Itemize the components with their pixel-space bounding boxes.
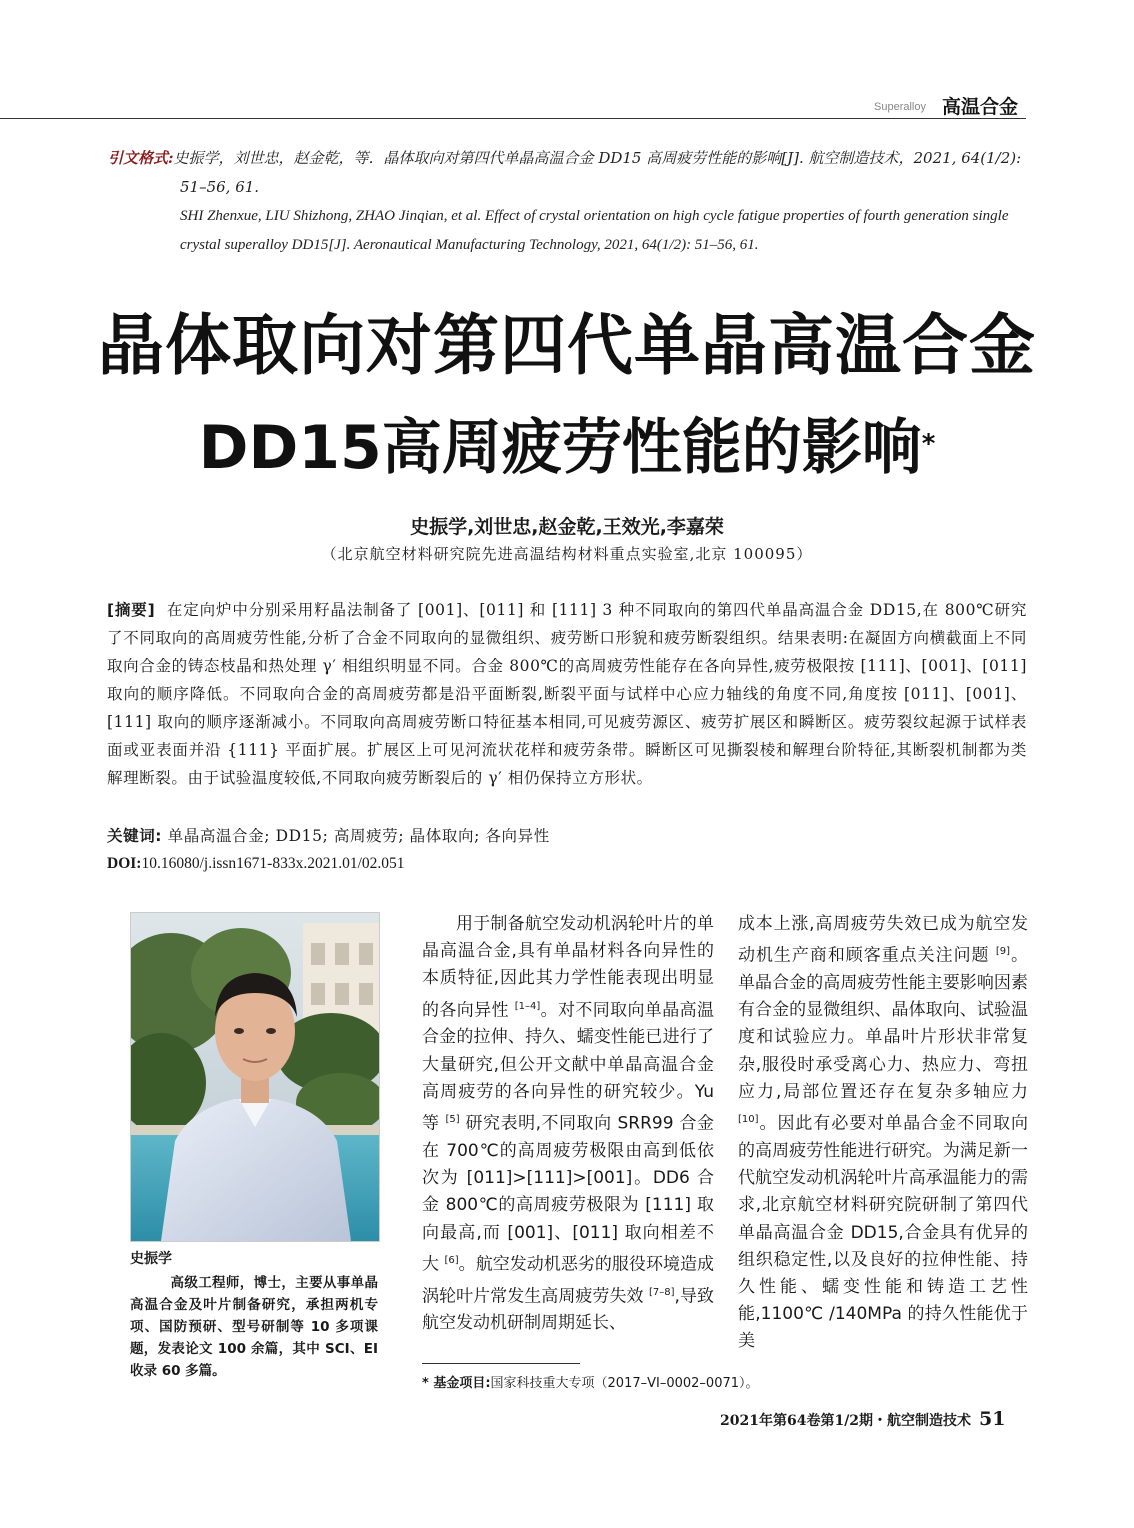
bio-text [130,1272,378,1382]
citation-cn: 史振学，刘世忠，赵金乾，等．晶体取向对第四代单晶高温合金 DD15 高周疲劳性能的影响[J]. 航空制造技术，2021, 64(1/2): 51–56, 61. [173,149,1022,196]
footer-journal: 2021年第64卷第1/2期・航空制造技术 [720,1413,972,1429]
citation-ref: [10] [738,1114,759,1126]
citation-en: SHI Zhenxue, LIU Shizhong, ZHAO Jinqian, et al. Effect of crystal orientation on high cycle fatigue properties of fourth generation single crystal superalloy DD15[J]. Aeronautical Manufacturing Technology, 2021, 64(1/2): 51–56, 61. [180,208,1009,253]
title-line-2-text: DD15高周疲劳性能的影响 [198,413,922,483]
doi [107,850,1027,878]
body-column-2 [738,911,1028,1356]
affiliation: （北京航空材料研究院先进高温结构材料重点实验室,北京 100095） [321,545,813,563]
page-number: 51 [979,1408,1006,1430]
author-photo [130,912,380,1242]
body-text: 。单晶合金的高周疲劳性能主要影响因素有合金的显微组织、晶体取向、试验温度和试验应力。单晶叶片形状非常复杂,服役时承受离心力、热应力、弯扭应力,局部位置还存在复杂多轴应力 [738,945,1029,1102]
header-rule [0,118,1026,119]
body-text: 。对不同取向单晶高温合金的拉伸、持久、蠕变性能已进行了大量研究,但公开文献中单晶高温合金高周疲劳的各向异性的研究较少。Yu 等 [422,1000,715,1134]
col1-paragraph [422,911,714,1338]
citation-ref: [5] [445,1114,460,1126]
keywords-text: 单晶高温合金; DD15; 高周疲劳; 晶体取向; 各向异性 [167,827,550,845]
citation-ref: [6] [444,1254,459,1266]
citation-ref: [1–4] [514,1000,541,1012]
authors: 史振学,刘世忠,赵金乾,王效光,李嘉荣 [410,516,724,538]
citation-block [108,144,1028,260]
footnote [422,1372,759,1391]
bio-text-content: 高级工程师，博士，主要从事单晶高温合金及叶片制备研究，承担两机专项、国防预研、型号研制等 10 多项课题，发表论文 100 余篇，其中 SCI、EI 收录 60 多篇。 [130,1275,379,1379]
section-label-en: Superalloy [874,101,926,113]
section-label-cn: 高温合金 [942,96,1019,118]
abstract-text: 在定向炉中分别采用籽晶法制备了 [001]、[011] 和 [111] 3 种不同取向的第四代单晶高温合金 DD15,在 800℃研究了不同取向的高周疲劳性能,分析了合金不同取向的显微组织、疲劳断口形貌和疲劳断裂组织。结果表明:在凝固方向横截面上不同取向合金的铸态枝晶和热处理 γ′ 相组织明显不同。合金 800℃的高周疲劳性能存在各向异性,疲劳极限按 [111]、[001]、[011] 取向的顺序降低。不同取向合金的高周疲劳都是沿平面断裂,断裂平面与试样中心应力轴线的角度不同,角度按 [011]、[001]、[111] 取向的顺序逐渐减小。不同取向高周疲劳断口特征基本相同,可见疲劳源区、疲劳扩展区和瞬断区。疲劳裂纹起源于试样表面或亚表面并沿 {111} 平面扩展。扩展区上可见河流状花样和疲劳条带。瞬断区可见撕裂棱和解理台阶特征,其断裂机制都为类解理断裂。由于试验温度较低,不同取向疲劳断裂后的 γ′ 相仍保持立方形状。 [107,601,1027,787]
title-line-1: 晶体取向对第四代单晶高温合金 [98,307,1036,384]
citation-label: 引文格式: [108,149,174,167]
title-footnote-mark: * [921,429,936,459]
footnote-text: 国家科技重大专项（2017–VI–0002–0071）。 [490,1376,759,1391]
bio-name: 史振学 [130,1251,172,1267]
body-text: 。因此有必要对单晶合金不同取向的高周疲劳性能进行研究。为满足新一代航空发动机涡轮叶片高承温能力的需求,北京航空材料研究院研制了第四代单晶高温合金 DD15,合金具有优异的组织稳定性,以及良好的拉伸性能、持久性能、蠕变性能和铸造工艺性能,1100℃ /140MPa 的持久性能优于美 [738,1113,1028,1352]
citation-ref: [7–8] [648,1286,675,1298]
body-column-1 [422,911,714,1338]
doi-label: DOI: [107,855,142,872]
body-text: 。航空发动机恶劣的服役环境造成涡轮叶片常发生高周疲劳失效 [422,1254,715,1307]
keywords-label: 关键词: [107,827,163,845]
title-line-2 [0,410,1134,486]
page-footer [720,1408,1006,1430]
body-text: 成本上涨,高周疲劳失效已成为航空发动机生产商和顾客重点关注问题 [738,914,1028,966]
abstract [107,596,1027,792]
body-text: 用于制备航空发动机涡轮叶片的单晶高温合金,具有单晶材料各向异性的本质特征,因此其力学性能表现出明显的各向异性 [422,914,714,1021]
body-text: ,导致航空发动机研制周期延长、 [422,1286,715,1334]
citation-ref: [9] [995,946,1011,958]
col2-paragraph [738,911,1028,1356]
doi-text: 10.16080/j.issn1671-833x.2021.01/02.051 [141,855,405,872]
body-text: 研究表明,不同取向 SRR99 合金在 700℃的高周疲劳极限由高到低依次为 [011]>[111]>[001]。DD6 合金 800℃的高周疲劳极限为 [111] 取向最高,而 [001]、[011] 取向相差不大 [422,1113,714,1275]
footnote-rule [422,1363,580,1364]
abstract-label: [摘要] [107,601,156,619]
footnote-label: * 基金项目: [422,1376,491,1391]
keywords [107,822,1027,850]
